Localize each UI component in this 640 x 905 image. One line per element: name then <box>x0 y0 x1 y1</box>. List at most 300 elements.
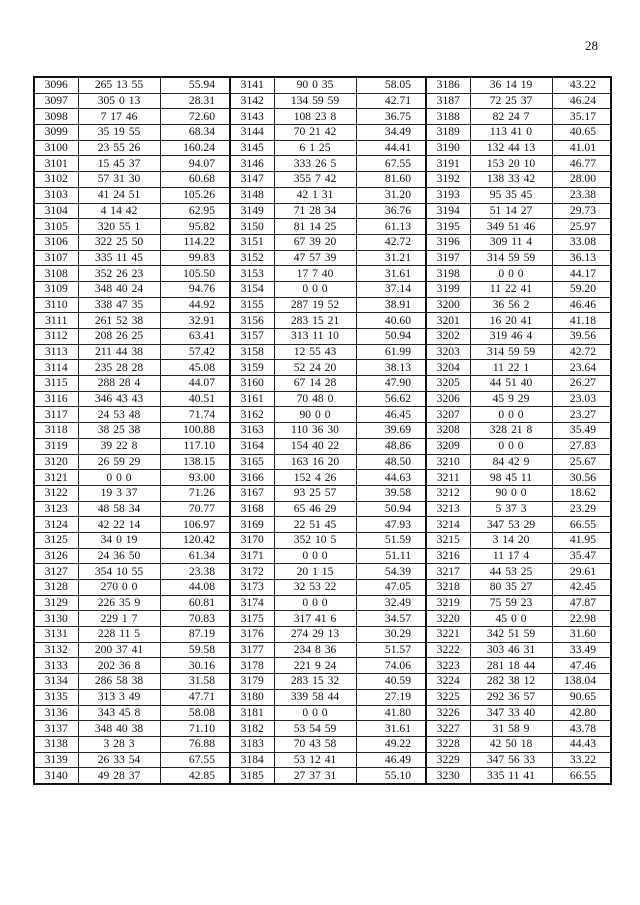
table-row <box>34 297 611 313</box>
point-id-cell: 3141 <box>230 77 274 93</box>
distance-cell: 55.10 <box>356 768 426 784</box>
distance-cell: 29.73 <box>552 203 611 219</box>
table-row <box>34 172 611 188</box>
distance-cell: 71.74 <box>160 407 230 423</box>
bearing-cell: 11 22 41 <box>470 281 552 297</box>
bearing-cell: 44 53 25 <box>470 564 552 580</box>
point-id-cell: 3180 <box>230 689 274 705</box>
point-id-cell: 3128 <box>34 580 78 596</box>
point-id-cell: 3202 <box>426 329 470 345</box>
bearing-cell: 20 1 15 <box>274 564 356 580</box>
distance-cell: 42.72 <box>552 344 611 360</box>
point-id-cell: 3097 <box>34 93 78 109</box>
distance-cell: 23.27 <box>552 407 611 423</box>
distance-cell: 47.90 <box>356 376 426 392</box>
bearing-cell: 335 11 45 <box>78 250 160 266</box>
distance-cell: 117.10 <box>160 438 230 454</box>
point-id-cell: 3125 <box>34 532 78 548</box>
table-row <box>34 329 611 345</box>
point-id-cell: 3185 <box>230 768 274 784</box>
bearing-cell: 287 19 52 <box>274 297 356 313</box>
distance-cell: 28.31 <box>160 93 230 109</box>
distance-cell: 27.19 <box>356 689 426 705</box>
bearing-cell: 347 53 29 <box>470 517 552 533</box>
bearing-cell: 348 40 24 <box>78 281 160 297</box>
point-id-cell: 3136 <box>34 705 78 721</box>
point-id-cell: 3201 <box>426 313 470 329</box>
bearing-cell: 42 1 31 <box>274 187 356 203</box>
bearing-cell: 49 28 37 <box>78 768 160 784</box>
point-id-cell: 3176 <box>230 627 274 643</box>
bearing-cell: 309 11 4 <box>470 234 552 250</box>
bearing-cell: 314 59 59 <box>470 344 552 360</box>
point-id-cell: 3151 <box>230 234 274 250</box>
point-id-cell: 3226 <box>426 705 470 721</box>
point-id-cell: 3212 <box>426 485 470 501</box>
point-id-cell: 3113 <box>34 344 78 360</box>
bearing-cell: 349 51 46 <box>470 219 552 235</box>
distance-cell: 62.95 <box>160 203 230 219</box>
point-id-cell: 3146 <box>230 156 274 172</box>
distance-cell: 38.91 <box>356 297 426 313</box>
distance-cell: 105.26 <box>160 187 230 203</box>
point-id-cell: 3096 <box>34 77 78 93</box>
table-row <box>34 736 611 752</box>
point-id-cell: 3222 <box>426 642 470 658</box>
bearing-cell: 57 31 30 <box>78 172 160 188</box>
point-id-cell: 3101 <box>34 156 78 172</box>
distance-cell: 42.71 <box>356 93 426 109</box>
table-row <box>34 313 611 329</box>
point-id-cell: 3215 <box>426 532 470 548</box>
distance-cell: 44.41 <box>356 140 426 156</box>
point-id-cell: 3171 <box>230 548 274 564</box>
point-id-cell: 3204 <box>426 360 470 376</box>
distance-cell: 25.97 <box>552 219 611 235</box>
bearing-cell: 328 21 8 <box>470 423 552 439</box>
bearing-cell: 0 0 0 <box>470 266 552 282</box>
point-id-cell: 3137 <box>34 721 78 737</box>
table-row <box>34 234 611 250</box>
distance-cell: 33.08 <box>552 234 611 250</box>
point-id-cell: 3219 <box>426 595 470 611</box>
point-id-cell: 3220 <box>426 611 470 627</box>
distance-cell: 76.88 <box>160 736 230 752</box>
distance-cell: 39.58 <box>356 485 426 501</box>
bearing-cell: 282 38 12 <box>470 674 552 690</box>
distance-cell: 44.43 <box>552 736 611 752</box>
bearing-cell: 134 59 59 <box>274 93 356 109</box>
bearing-cell: 51 14 27 <box>470 203 552 219</box>
point-id-cell: 3177 <box>230 642 274 658</box>
point-id-cell: 3168 <box>230 501 274 517</box>
point-id-cell: 3192 <box>426 172 470 188</box>
distance-cell: 55.94 <box>160 77 230 93</box>
distance-cell: 106.97 <box>160 517 230 533</box>
point-id-cell: 3104 <box>34 203 78 219</box>
table-row <box>34 423 611 439</box>
distance-cell: 40.60 <box>356 313 426 329</box>
point-id-cell: 3169 <box>230 517 274 533</box>
distance-cell: 41.18 <box>552 313 611 329</box>
bearing-cell: 354 10 55 <box>78 564 160 580</box>
distance-cell: 33.49 <box>552 642 611 658</box>
bearing-cell: 32 53 22 <box>274 580 356 596</box>
distance-cell: 37.14 <box>356 281 426 297</box>
bearing-cell: 24 53 48 <box>78 407 160 423</box>
distance-cell: 42.72 <box>356 234 426 250</box>
distance-cell: 29.61 <box>552 564 611 580</box>
point-id-cell: 3196 <box>426 234 470 250</box>
point-id-cell: 3170 <box>230 532 274 548</box>
point-id-cell: 3111 <box>34 313 78 329</box>
distance-cell: 31.20 <box>356 187 426 203</box>
point-id-cell: 3184 <box>230 752 274 768</box>
point-id-cell: 3161 <box>230 391 274 407</box>
distance-cell: 48.50 <box>356 454 426 470</box>
distance-cell: 31.60 <box>552 627 611 643</box>
point-id-cell: 3138 <box>34 736 78 752</box>
point-id-cell: 3228 <box>426 736 470 752</box>
distance-cell: 56.62 <box>356 391 426 407</box>
distance-cell: 47.05 <box>356 580 426 596</box>
table-row <box>34 219 611 235</box>
bearing-cell: 313 3 49 <box>78 689 160 705</box>
table-row <box>34 187 611 203</box>
table-row <box>34 642 611 658</box>
bearing-cell: 322 25 50 <box>78 234 160 250</box>
bearing-cell: 98 45 11 <box>470 470 552 486</box>
bearing-cell: 0 0 0 <box>274 281 356 297</box>
point-id-cell: 3183 <box>230 736 274 752</box>
point-id-cell: 3200 <box>426 297 470 313</box>
point-id-cell: 3167 <box>230 485 274 501</box>
bearing-cell: 44 51 40 <box>470 376 552 392</box>
bearing-cell: 11 17 4 <box>470 548 552 564</box>
point-id-cell: 3217 <box>426 564 470 580</box>
point-id-cell: 3213 <box>426 501 470 517</box>
bearing-cell: 31 58 9 <box>470 721 552 737</box>
distance-cell: 70.83 <box>160 611 230 627</box>
bearing-cell: 342 51 59 <box>470 627 552 643</box>
bearing-cell: 11 22 1 <box>470 360 552 376</box>
distance-cell: 51.11 <box>356 548 426 564</box>
distance-cell: 47.93 <box>356 517 426 533</box>
table-row <box>34 768 611 784</box>
distance-cell: 59.20 <box>552 281 611 297</box>
point-id-cell: 3162 <box>230 407 274 423</box>
point-id-cell: 3152 <box>230 250 274 266</box>
distance-cell: 60.81 <box>160 595 230 611</box>
bearing-cell: 339 58 44 <box>274 689 356 705</box>
bearing-cell: 0 0 0 <box>78 470 160 486</box>
distance-cell: 36.76 <box>356 203 426 219</box>
table-row <box>34 548 611 564</box>
distance-cell: 81.60 <box>356 172 426 188</box>
table-row <box>34 93 611 109</box>
table-row <box>34 250 611 266</box>
distance-cell: 61.13 <box>356 219 426 235</box>
table-row <box>34 140 611 156</box>
distance-cell: 22.98 <box>552 611 611 627</box>
distance-cell: 31.58 <box>160 674 230 690</box>
point-id-cell: 3134 <box>34 674 78 690</box>
distance-cell: 23.64 <box>552 360 611 376</box>
bearing-cell: 338 47 35 <box>78 297 160 313</box>
distance-cell: 58.08 <box>160 705 230 721</box>
bearing-cell: 81 14 25 <box>274 219 356 235</box>
point-id-cell: 3108 <box>34 266 78 282</box>
point-id-cell: 3135 <box>34 689 78 705</box>
distance-cell: 44.63 <box>356 470 426 486</box>
distance-cell: 18.62 <box>552 485 611 501</box>
point-id-cell: 3218 <box>426 580 470 596</box>
bearing-cell: 202 36 8 <box>78 658 160 674</box>
point-id-cell: 3229 <box>426 752 470 768</box>
bearing-cell: 283 15 32 <box>274 674 356 690</box>
bearing-cell: 319 46 4 <box>470 329 552 345</box>
bearing-cell: 352 26 23 <box>78 266 160 282</box>
bearing-cell: 352 10 5 <box>274 532 356 548</box>
table-row <box>34 454 611 470</box>
distance-cell: 59.58 <box>160 642 230 658</box>
bearing-cell: 16 20 41 <box>470 313 552 329</box>
point-id-cell: 3199 <box>426 281 470 297</box>
distance-cell: 61.99 <box>356 344 426 360</box>
distance-cell: 44.08 <box>160 580 230 596</box>
table-row <box>34 266 611 282</box>
point-id-cell: 3100 <box>34 140 78 156</box>
bearing-cell: 90 0 0 <box>470 485 552 501</box>
table-row <box>34 627 611 643</box>
point-id-cell: 3150 <box>230 219 274 235</box>
table-row <box>34 517 611 533</box>
point-id-cell: 3109 <box>34 281 78 297</box>
distance-cell: 41.01 <box>552 140 611 156</box>
distance-cell: 90.65 <box>552 689 611 705</box>
bearing-cell: 288 28 4 <box>78 376 160 392</box>
bearing-cell: 19 3 37 <box>78 485 160 501</box>
table-row <box>34 203 611 219</box>
point-id-cell: 3118 <box>34 423 78 439</box>
distance-cell: 42.85 <box>160 768 230 784</box>
bearing-cell: 38 25 38 <box>78 423 160 439</box>
distance-cell: 40.65 <box>552 125 611 141</box>
distance-cell: 31.21 <box>356 250 426 266</box>
bearing-cell: 35 19 55 <box>78 125 160 141</box>
distance-cell: 94.07 <box>160 156 230 172</box>
point-id-cell: 3206 <box>426 391 470 407</box>
distance-cell: 61.34 <box>160 548 230 564</box>
bearing-cell: 3 14 20 <box>470 532 552 548</box>
distance-cell: 25.67 <box>552 454 611 470</box>
distance-cell: 32.91 <box>160 313 230 329</box>
table-row <box>34 485 611 501</box>
bearing-cell: 6 1 25 <box>274 140 356 156</box>
bearing-cell: 84 42 9 <box>470 454 552 470</box>
distance-cell: 40.59 <box>356 674 426 690</box>
table-row <box>34 281 611 297</box>
point-id-cell: 3172 <box>230 564 274 580</box>
bearing-cell: 80 35 27 <box>470 580 552 596</box>
bearing-cell: 163 16 20 <box>274 454 356 470</box>
point-id-cell: 3098 <box>34 109 78 125</box>
bearing-cell: 53 12 41 <box>274 752 356 768</box>
bearing-cell: 22 51 45 <box>274 517 356 533</box>
distance-cell: 114.22 <box>160 234 230 250</box>
point-id-cell: 3189 <box>426 125 470 141</box>
table-row <box>34 611 611 627</box>
bearing-cell: 70 43 58 <box>274 736 356 752</box>
bearing-cell: 320 55 1 <box>78 219 160 235</box>
table-row <box>34 407 611 423</box>
point-id-cell: 3154 <box>230 281 274 297</box>
bearing-cell: 27 37 31 <box>274 768 356 784</box>
distance-cell: 31.61 <box>356 266 426 282</box>
point-id-cell: 3107 <box>34 250 78 266</box>
distance-cell: 50.94 <box>356 329 426 345</box>
point-id-cell: 3157 <box>230 329 274 345</box>
point-id-cell: 3144 <box>230 125 274 141</box>
point-id-cell: 3149 <box>230 203 274 219</box>
bearing-cell: 45 9 29 <box>470 391 552 407</box>
bearing-cell: 208 26 25 <box>78 329 160 345</box>
bearing-cell: 286 58 38 <box>78 674 160 690</box>
distance-cell: 39.69 <box>356 423 426 439</box>
bearing-cell: 292 36 57 <box>470 689 552 705</box>
bearing-cell: 228 11 5 <box>78 627 160 643</box>
distance-cell: 46.46 <box>552 297 611 313</box>
distance-cell: 95.82 <box>160 219 230 235</box>
bearing-cell: 15 45 37 <box>78 156 160 172</box>
bearing-cell: 0 0 0 <box>470 407 552 423</box>
point-id-cell: 3164 <box>230 438 274 454</box>
bearing-cell: 82 24 7 <box>470 109 552 125</box>
distance-cell: 47.87 <box>552 595 611 611</box>
distance-cell: 34.49 <box>356 125 426 141</box>
bearing-cell: 0 0 0 <box>274 705 356 721</box>
distance-cell: 26.27 <box>552 376 611 392</box>
point-id-cell: 3158 <box>230 344 274 360</box>
point-id-cell: 3205 <box>426 376 470 392</box>
table-row <box>34 674 611 690</box>
table-row <box>34 595 611 611</box>
point-id-cell: 3210 <box>426 454 470 470</box>
bearing-cell: 12 55 43 <box>274 344 356 360</box>
point-id-cell: 3221 <box>426 627 470 643</box>
bearing-cell: 108 23 8 <box>274 109 356 125</box>
bearing-cell: 36 14 19 <box>470 77 552 93</box>
distance-cell: 48.86 <box>356 438 426 454</box>
point-id-cell: 3142 <box>230 93 274 109</box>
table-body <box>34 77 611 784</box>
distance-cell: 45.08 <box>160 360 230 376</box>
distance-cell: 47.71 <box>160 689 230 705</box>
bearing-cell: 347 33 40 <box>470 705 552 721</box>
point-id-cell: 3123 <box>34 501 78 517</box>
distance-cell: 41.95 <box>552 532 611 548</box>
bearing-cell: 70 21 42 <box>274 125 356 141</box>
distance-cell: 93.00 <box>160 470 230 486</box>
point-id-cell: 3139 <box>34 752 78 768</box>
distance-cell: 32.49 <box>356 595 426 611</box>
distance-cell: 67.55 <box>160 752 230 768</box>
distance-cell: 44.17 <box>552 266 611 282</box>
point-id-cell: 3153 <box>230 266 274 282</box>
bearing-cell: 110 36 30 <box>274 423 356 439</box>
distance-cell: 60.68 <box>160 172 230 188</box>
bearing-cell: 235 28 28 <box>78 360 160 376</box>
bearing-cell: 132 44 13 <box>470 140 552 156</box>
bearing-cell: 270 0 0 <box>78 580 160 596</box>
point-id-cell: 3227 <box>426 721 470 737</box>
point-id-cell: 3103 <box>34 187 78 203</box>
point-id-cell: 3209 <box>426 438 470 454</box>
bearing-cell: 234 8 36 <box>274 642 356 658</box>
distance-cell: 66.55 <box>552 768 611 784</box>
point-id-cell: 3119 <box>34 438 78 454</box>
bearing-cell: 261 52 38 <box>78 313 160 329</box>
bearing-cell: 274 29 13 <box>274 627 356 643</box>
point-id-cell: 3198 <box>426 266 470 282</box>
bearing-cell: 0 0 0 <box>274 595 356 611</box>
point-id-cell: 3165 <box>230 454 274 470</box>
bearing-cell: 283 15 21 <box>274 313 356 329</box>
point-id-cell: 3225 <box>426 689 470 705</box>
bearing-cell: 7 17 46 <box>78 109 160 125</box>
bearing-cell: 47 57 39 <box>274 250 356 266</box>
bearing-cell: 42 22 14 <box>78 517 160 533</box>
distance-cell: 99.83 <box>160 250 230 266</box>
distance-cell: 71.10 <box>160 721 230 737</box>
table-row <box>34 580 611 596</box>
table-row <box>34 109 611 125</box>
distance-cell: 46.45 <box>356 407 426 423</box>
bearing-cell: 90 0 0 <box>274 407 356 423</box>
distance-cell: 47.46 <box>552 658 611 674</box>
bearing-cell: 45 0 0 <box>470 611 552 627</box>
table-row <box>34 125 611 141</box>
distance-cell: 49.22 <box>356 736 426 752</box>
point-id-cell: 3188 <box>426 109 470 125</box>
point-id-cell: 3105 <box>34 219 78 235</box>
point-id-cell: 3102 <box>34 172 78 188</box>
bearing-cell: 355 7 42 <box>274 172 356 188</box>
bearing-cell: 3 28 3 <box>78 736 160 752</box>
distance-cell: 51.57 <box>356 642 426 658</box>
bearing-cell: 333 26 5 <box>274 156 356 172</box>
distance-cell: 35.47 <box>552 548 611 564</box>
distance-cell: 31.61 <box>356 721 426 737</box>
point-id-cell: 3203 <box>426 344 470 360</box>
bearing-cell: 346 43 43 <box>78 391 160 407</box>
point-id-cell: 3106 <box>34 234 78 250</box>
bearing-cell: 343 45 8 <box>78 705 160 721</box>
bearing-cell: 72 25 37 <box>470 93 552 109</box>
table-row <box>34 689 611 705</box>
bearing-cell: 65 46 29 <box>274 501 356 517</box>
distance-cell: 30.56 <box>552 470 611 486</box>
bearing-cell: 313 11 10 <box>274 329 356 345</box>
bearing-cell: 335 11 41 <box>470 768 552 784</box>
bearing-cell: 53 54 59 <box>274 721 356 737</box>
distance-cell: 23.29 <box>552 501 611 517</box>
bearing-cell: 0 0 0 <box>274 548 356 564</box>
point-id-cell: 3182 <box>230 721 274 737</box>
distance-cell: 41.80 <box>356 705 426 721</box>
table-row <box>34 658 611 674</box>
distance-cell: 58.05 <box>356 77 426 93</box>
